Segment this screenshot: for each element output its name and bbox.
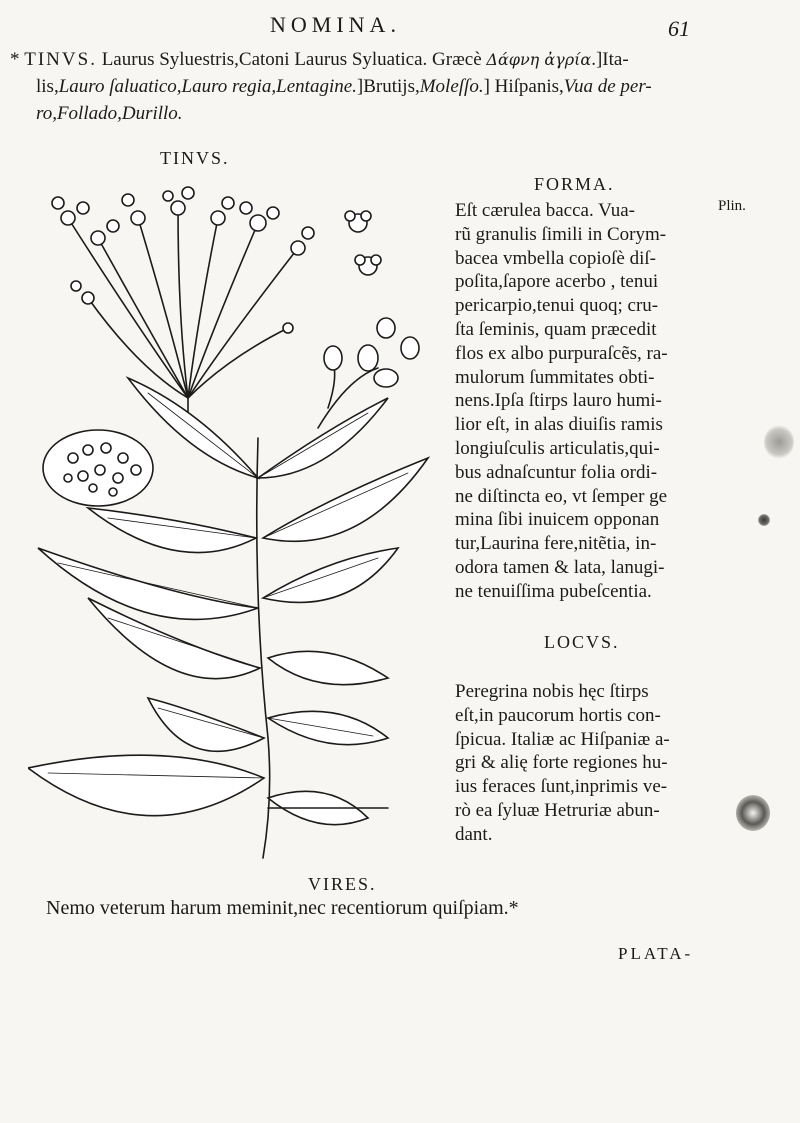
flower-head-left	[43, 430, 153, 506]
running-head: NOMINA.	[270, 12, 401, 37]
catchword: PLATA-	[618, 944, 694, 963]
forma-line: pericarpio,tenui quoq; cru-	[455, 295, 659, 317]
intro-text-2d: Moleſſo.	[419, 76, 484, 97]
intro-text-2a: lis,	[36, 76, 59, 97]
locus-line: dant.	[455, 823, 493, 845]
intro-line-3	[10, 100, 700, 127]
forma-line: odora tamen & lata, lanugi-	[455, 556, 665, 578]
figure-caption: TINVS.	[160, 148, 230, 168]
locus-line: gri & alię forte regiones hu-	[455, 752, 668, 774]
intro-text-2f: Vua de per-	[563, 76, 652, 97]
forma-line: bus adnaſcuntur folia ordi-	[455, 461, 658, 483]
intro-text-1: Laurus Syluestris,Catoni Laurus Syluatica. Græcè	[96, 49, 487, 70]
detached-flowers	[345, 211, 381, 275]
forma-line: poſita,ſapore acerbo , tenui	[455, 271, 659, 293]
umbel-flowers	[52, 187, 314, 333]
greek-name: Δάφνη ἀγρία	[486, 50, 592, 69]
forma-line: ne diſtincta eo, vt ſemper ge	[455, 485, 668, 507]
section-title-vires: VIRES.	[308, 874, 377, 894]
forma-line: mulorum ſummitates obti-	[455, 366, 655, 388]
locus-line: rò ea ſyluæ Hetruriæ abun-	[455, 799, 660, 821]
locus-line: Peregrina nobis hęc ſtirps	[455, 681, 649, 702]
forma-line: longiuſculis articulatis,qui-	[455, 437, 660, 459]
forma-line: ne tenuiſſima pubeſcentia.	[455, 580, 652, 602]
ink-stain	[758, 514, 770, 526]
forma-line: mina ſibi inuicem opponan	[455, 509, 660, 531]
intro-text-2b: Lauro ſaluatico,Lauro regia,Lentagine.	[58, 76, 357, 97]
intro-text-2c: ]Brutijs,	[356, 76, 420, 97]
page-number: 61	[668, 16, 690, 41]
intro-text-3a: ro,Follado,Durillo.	[36, 103, 183, 124]
locus-text	[455, 680, 707, 847]
locus-line: ſpicua. Italiæ ac Hiſpaniæ a-	[455, 728, 670, 750]
intro-text-2e: ] Hiſpanis,	[483, 76, 564, 97]
ink-stain	[764, 425, 794, 459]
forma-line: bacea vmbella copioſè diſ-	[455, 247, 656, 269]
forma-line: lior eſt, in alas diuiſis ramis	[455, 414, 663, 436]
locus-line: eſt,in paucorum hortis con-	[455, 704, 661, 726]
intro-line-2	[10, 73, 700, 100]
forma-line: Eſt cærulea bacca. Vua-	[455, 200, 635, 221]
section-title-forma: FORMA.	[534, 174, 615, 194]
intro-line-1	[10, 46, 700, 73]
footnote-mark: *	[10, 49, 20, 70]
intro-paragraph	[10, 46, 700, 127]
margin-note: Plin.	[718, 198, 746, 214]
forma-line: rũ granulis ſimili in Corym-	[455, 223, 667, 245]
forma-line: tur,Laurina fere,nitẽtia, in-	[455, 533, 657, 555]
ink-stain	[736, 795, 770, 831]
forma-line: nens.Ipſa ſtirps lauro humi-	[455, 390, 662, 412]
forma-line: flos ex albo purpuraſcẽs, ra-	[455, 342, 668, 364]
plant-woodcut-illustration	[28, 178, 448, 878]
vires-text: Nemo veterum harum meminit,nec recentiorum quiſpiam.*	[46, 897, 519, 919]
main-stem	[257, 438, 270, 858]
forma-line: ſta ſeminis, quam præcedit	[455, 318, 657, 340]
plant-name-lead: TINVS.	[24, 49, 97, 70]
section-title-locus: LOCVS.	[544, 632, 620, 652]
intro-text-1-tail: .]Ita-	[591, 49, 629, 70]
locus-line: ius feraces ſunt,inprimis ve-	[455, 776, 668, 798]
forma-text	[455, 199, 707, 604]
